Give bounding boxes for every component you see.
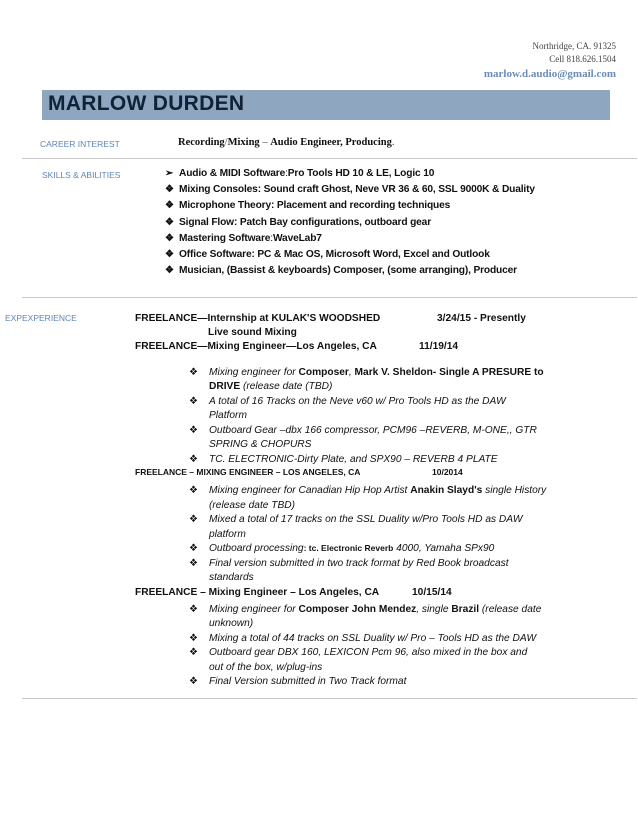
diamond-bullet-icon: ❖ [189,424,198,436]
skill-item [165,168,535,184]
list-item [189,380,615,393]
list-item [189,453,615,466]
diamond-bullet-icon: ❖ [189,543,198,555]
bullet-text: platform [209,528,246,540]
career-separator-slash: / [224,137,228,148]
job-title: FREELANCE—Mixing Engineer—Los Angeles, CA [135,341,377,352]
skill-item [165,265,535,281]
career-interest-label: CAREER INTEREST [40,139,120,149]
bullet-text: Mixing engineer for Canadian Hip Hop Artist [209,485,411,497]
list-item [189,409,615,422]
diamond-bullet-icon: ❖ [165,200,174,212]
diamond-bullet-icon: ❖ [189,514,198,526]
job-title: FREELANCE – MIXING ENGINEER – LOS ANGELES, CA [135,467,361,478]
list-item [189,675,615,688]
diamond-bullet-icon: ❖ [165,184,174,196]
bullet-bold: : tc. Electronic Reverb [303,543,394,554]
bullet-text: Final Version submitted in Two Track format [209,676,407,688]
diamond-bullet-icon: ❖ [165,216,174,228]
contact-block [484,40,616,80]
list-item [189,366,615,379]
career-end: . [391,137,395,148]
skill-title: Office Software: PC & Mac OS, Microsoft Word, Excel and Outlook [179,248,490,260]
bullet-text: (release date (TBD) [240,381,333,393]
career-part-mixing: Mixing [227,137,260,148]
bullet-text: , [348,367,355,378]
bullet-text: Mixed a total of 17 tracks on the SSL Duality w/Pro Tools HD as DAW [209,514,523,526]
list-item [189,542,615,555]
skill-colon: : [270,232,273,244]
skill-item [165,184,535,200]
contact-cell: Cell 818.626.1504 [549,54,616,64]
skill-title: Mastering Software [179,232,271,244]
divider [22,158,637,159]
skill-item [165,217,535,233]
career-part-engineer: Audio Engineer, Producing [270,137,392,148]
experience-list [135,313,615,690]
job-header [135,341,615,355]
job-header [135,587,615,601]
skill-detail: WaveLab7 [272,232,322,244]
skill-colon: : [285,168,288,179]
list-item [189,646,615,659]
list-item [189,438,615,451]
diamond-bullet-icon: ❖ [189,647,198,659]
job-date: 10/15/14 [412,586,452,598]
bullet-text: unknown) [209,618,254,630]
list-item [189,603,615,616]
diamond-bullet-icon: ❖ [189,632,198,644]
bullet-text: Outboard gear DBX 160, LEXICON Pcm 96, also mixed in the box and [209,647,528,659]
bullet-bold: DRIVE [209,381,241,393]
bullet-text: (release date [479,603,542,615]
list-item [189,571,615,584]
career-interest-text [178,137,394,148]
job-bullets [135,484,615,584]
diamond-bullet-icon: ❖ [189,485,198,497]
skill-detail: Pro Tools HD 10 & LE, Logic 10 [287,168,435,179]
job-date: 10/2014 [432,467,463,478]
bullet-text: 4000, Yamaha SPx90 [393,543,495,555]
diamond-bullet-icon: ❖ [189,676,198,688]
skill-title: Mixing Consoles: Sound craft Ghost, Neve VR 36 & 60, SSL 9000K & Duality [179,184,535,196]
list-item [189,661,615,674]
name-banner [42,90,610,120]
list-item [189,632,615,645]
bullet-text: (release date TBD) [209,499,296,511]
list-item [189,528,615,541]
diamond-bullet-icon: ❖ [189,395,198,407]
bullet-text: standards [209,572,254,584]
bullet-bold: Composer John Mendez [298,603,417,615]
bullet-text: A total of 16 Tracks on the Neve v60 w/ Pro Tools HD as the DAW [209,395,506,407]
job-title: FREELANCE – Mixing Engineer – Los Angeles, CA [135,586,380,598]
job-date: 3/24/15 - Presently [437,313,526,324]
skills-label: SKILLS & ABILITIES [42,170,121,180]
list-item [189,424,615,437]
bullet-bold: Brazil [451,603,480,615]
diamond-bullet-icon: ❖ [189,453,198,465]
skill-item [165,200,535,216]
candidate-name: MARLOW DURDEN [48,92,245,115]
bullet-text: Outboard Gear –dbx 166 compressor, PCM96 –REVERB, M-ONE,, GTR [209,424,537,436]
bullet-text: out of the box, w/plug-ins [209,661,323,673]
skills-list [165,168,535,281]
job-title: FREELANCE—Internship at KULAK'S WOODSHED [135,313,381,324]
job-header [135,313,615,327]
bullet-bold: Mark V. Sheldon- Single A PRESURE to [354,367,544,378]
job-date: 11/19/14 [419,341,459,352]
diamond-bullet-icon: ❖ [165,248,174,260]
skill-title: Audio & MIDI Software [179,168,286,179]
divider [22,297,637,298]
diamond-bullet-icon: ❖ [189,557,198,569]
list-item [189,484,615,497]
divider [22,698,637,699]
bullet-text: single History [482,485,547,497]
bullet-text: Platform [209,410,247,422]
bullet-text: Mixing a total of 44 tracks on SSL Duality w/ Pro – Tools HD as the DAW [209,632,537,644]
diamond-bullet-icon: ❖ [189,603,198,615]
skill-item [165,249,535,265]
job-bullets [135,603,615,689]
job-header [135,467,615,482]
bullet-bold: Composer [298,367,349,378]
bullet-bold: Anakin Slayd's [410,485,483,497]
contact-city: Northridge, CA. 91325 [532,41,616,51]
skill-item [165,233,535,249]
bullet-text: SPRING & CHOPURS [209,439,312,451]
bullet-text: Outboard processing [209,543,304,555]
diamond-bullet-icon: ❖ [165,232,174,244]
career-separator-dash: – [259,137,271,148]
skill-title: Signal Flow: Patch Bay configurations, outboard gear [179,216,432,228]
bullet-text: TC. ELECTRONIC-Dirty Plate, and SPX90 – REVERB 4 PLATE [209,453,498,465]
list-item [189,513,615,526]
job-bullets [135,366,615,466]
diamond-bullet-icon: ❖ [189,367,198,378]
contact-email: marlow.d.audio@gmail.com [483,68,616,80]
bullet-text: Mixing engineer for [209,603,299,615]
list-item [189,395,615,408]
job-subtitle: Live sound Mixing [208,327,297,338]
career-part-recording: Recording [178,137,225,148]
bullet-text: Mixing engineer for [209,367,299,378]
bullet-text: Final version submitted in two track format by Red Book broadcast [209,557,509,569]
arrow-bullet-icon: ➢ [165,168,174,179]
diamond-bullet-icon: ❖ [165,265,174,277]
list-item [189,499,615,512]
bullet-text: , single [416,603,452,615]
list-item [189,557,615,570]
list-item [189,617,615,630]
skill-title: Musician, (Bassist & keyboards) Composer, (some arranging), Producer [179,265,517,277]
skill-title: Microphone Theory: Placement and recording techniques [179,200,451,212]
experience-label: EXPEXPERIENCE [5,313,77,323]
